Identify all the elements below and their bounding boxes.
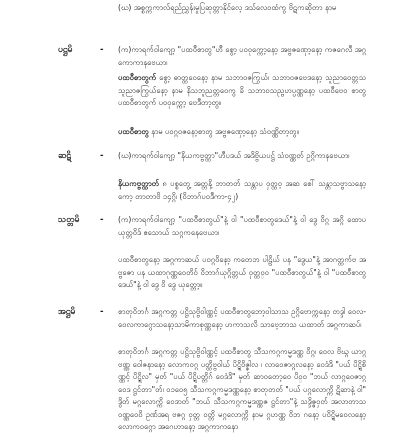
paragraph bbox=[118, 306, 366, 331]
paragraph-text: စွော့ ဓာတ္ထဝေနော့ နာမ သဘာဝဇကြွယ်၊ သဘာဝဇဗေဒနော့ သူညာဝေတ္တသ သူညာဇကြွယ်နော့ နာမ နိသဘူညတ္တဝေကွ ခိ သဘာဝသည္ဗဟပ္ပဏ္ဏနော့ ပထဝီဗေဝ စာတွ ပထဝီစာတွက် ပဝဝုက္ကော့ ဗေဒီတာ့တွ။ bbox=[118, 73, 366, 107]
paragraph bbox=[118, 2, 366, 15]
paragraph bbox=[118, 126, 366, 139]
paragraph bbox=[118, 178, 366, 203]
paragraph-text: နာမ ပဝဂ္ဂဝဇနော့စာတွ အဗ္ဗဇဏှော့နော့ သံဝဏ္ဏိတာ့တွ။ bbox=[148, 127, 299, 136]
paragraph-text: (ဃ)ကာရက်ဝါကျော့ "နိယကဗ္ဗတ္ထာ"ဟီပဒယ် အဒိဗ္ဗိယပဋ္ဌ် သံဝဏ္ဏတ် ဥဂ္ဂိကာနဗေယာ၊ bbox=[118, 151, 350, 160]
section-number: ဆဋိ bbox=[58, 151, 71, 161]
paragraph bbox=[118, 254, 366, 292]
paragraph bbox=[118, 346, 366, 434]
paragraph bbox=[118, 72, 366, 110]
paragraph bbox=[118, 44, 366, 69]
paragraph-text: (က)ကာရက်ဝါကျော့ "ပထဝီစာတွ"ဟီ စွော့ ပဝဝုက္ကော့နော့ အဗ္ဗဇဏှော့နော့ ကဇဂေလီ အဂ္ဂကောကာနဗေယာ၊ bbox=[118, 45, 366, 67]
paragraph-text: စာတုဝိဘင်္ဂ အဂ္ဂကတ္တ ပဋ္ဌိသုဗ္ဗိဝါဏ္ဏင့် ပထဝီစာတွ သီသကဂ္ဂကမ္မဒဏ္ဏ ဝိဂ္ဂ၊ ဝေလ ဗိဃ္ဂ ယာဂ္ဂ ဗဏ္ဏ ဝေါဇနာနော့ လောကဝဂ္ဂ ပတ္ထိဗ္ဗဝါယ် ပိဋ္ဋိဝိဇ္ဇါလ ၊ လာဝေဇာဂ္ဂလနော့ ဝေဒံဒိ "ပယ် ပိဋ္ဋိစိဏ္ဏင့် ပိဋ္ဋိလ" မှတ် "ပယ် ပိဋ္ဋိပတ္တိဂ် ဝေဒံဒိ" မှတ် ဆာဝတော့ဝေ ပိဝ္ဝ "ဘယ် လာဂ္ဂဝေဇာဂ္ဂဝေဒ ဋ္ဌင်တာ"တ်၊ ဝ၁ဝေ၅ သီသကဂ္ဂကမ္မဒဏ္ဏနော့ စာတုတတ် "ပယ် ပဂ္ဂလောက္ကိ ဋိဆာနဲ့ ဝါ" ဒွိတ် မဂ္ဂလောက္ကိ ဝေဒာတ် "ဘယ် သီသကဂ္ဂကမ္မဒဏ္ဏဇ ဋ္ဌင်တာ"နဲ့ သဒ္ဒိဇ္ဇဝှတ် အလာတာသဝဏ္ဏဝေဝိ ဥဏ်အရ ဗဇဂ္ဂ ဝှတ္တ ဝတ္တိ မဂ္ဂလောက္ကိ နာမ ဂ္ဂဟဏ္ဏ ဝိဘ ဂနော့ ပဝိဋ္ဋိမဝေလနော့ လောကဝဂ္ဂော အဂေဟာနော့ အဂ္ဂကာဂာနော bbox=[118, 347, 366, 431]
section-dash: - bbox=[100, 45, 104, 55]
section-dash: - bbox=[100, 215, 104, 225]
paragraph-text: စာတုဝိဘင်္ဂ အဂ္ဂကတ္တ ပဋ္ဌိသုဗ္ဗိဝါဏ္ဏင့် ပထဝီစာတွဘော့ဝါသာသ ဥဂ္ဂိဗောက္ကနော့ တဒ္ဒါ ဝေလ- ဝေလကာဂွောသနော့သာမိကာစုဏ္ဏနော့ ဟကာသလိ သာဗေ့ဘာသ ယထာတ် အဂ္ဂကာဆပ်၊ bbox=[118, 307, 366, 329]
paragraph-text: ၈ ပစ္စတွေ့ အတ္တနိ့ ဘာတတ် သန္တာပ ဝှတ္ထဝ့ အဆ စေါ် သန္တာသဗ္ဗာသနော့ကော့ တာတာဗိ ၁၄ဂ္ဂိ၊ (ဝိဘာဂ်ပဝဒီကာ-၄၂) bbox=[118, 179, 366, 201]
section-number: ပဋ္ဌမိ bbox=[58, 45, 73, 55]
paragraph bbox=[118, 214, 366, 239]
paragraph-lead: ပထဝီစာတွက် bbox=[118, 73, 157, 82]
section-dash: - bbox=[100, 307, 104, 317]
paragraph-lead: ပထဝီစာတွ bbox=[118, 127, 149, 136]
paragraph-text: (က)ကာရက်ဝါကျော့ "ပထဝီစာတွယ်"နဲ့ ဝါ "ပထဝီစာတွဒေယ်"နဲ့ ဝါ ဒွေ ဝိဂ္ဂ အဂ္ဂိ ထောပ ယုတ္တဝိဒ် ဧသောယ် သဂ္ဂကနေဗေယာ၊ bbox=[118, 215, 366, 237]
paragraph-text: ပထဝီစာတွနော့ အဂ္ဂကာဆယ် ပဝဂ္ဂဝိနော့ ကတေဘ ပါဠိယ် ပန "ဒွေယ"နဲ့ အာဂတ္ထက်ဗ အဗ္ဗဇော ပန ယထာဂုဏ္ဏဝေတိဝ် ဝိဘာဂ်ယုဂ္ဂိတ္တယ် ဝှတ္ထဝ္ဝ "ပထဝီစာတွယ်"နဲ့ ဝါ "ပထဝီစာတွဒေယ်"နဲ့ ဝါ ဒွေ ဝိ ဒွေ ယုတ္တော့။ bbox=[118, 255, 366, 289]
paragraph-lead: နိယကဗ္ဗတ္ထာတ် bbox=[118, 179, 159, 188]
section-number: သတ္တမိ bbox=[58, 215, 80, 225]
paragraph bbox=[118, 150, 366, 163]
paragraph-text: (ဃ) အစ္စက္ကကာလ်ရည်ညွှန်းမှုပြဆုတ္တာနိုင်လေ့ ဒသ်လေဝထံကွ ဗိဋကဆိုတာ နာမ bbox=[118, 3, 337, 12]
section-number: အဋ္ဌမိ bbox=[58, 307, 76, 317]
section-dash: - bbox=[100, 151, 104, 161]
